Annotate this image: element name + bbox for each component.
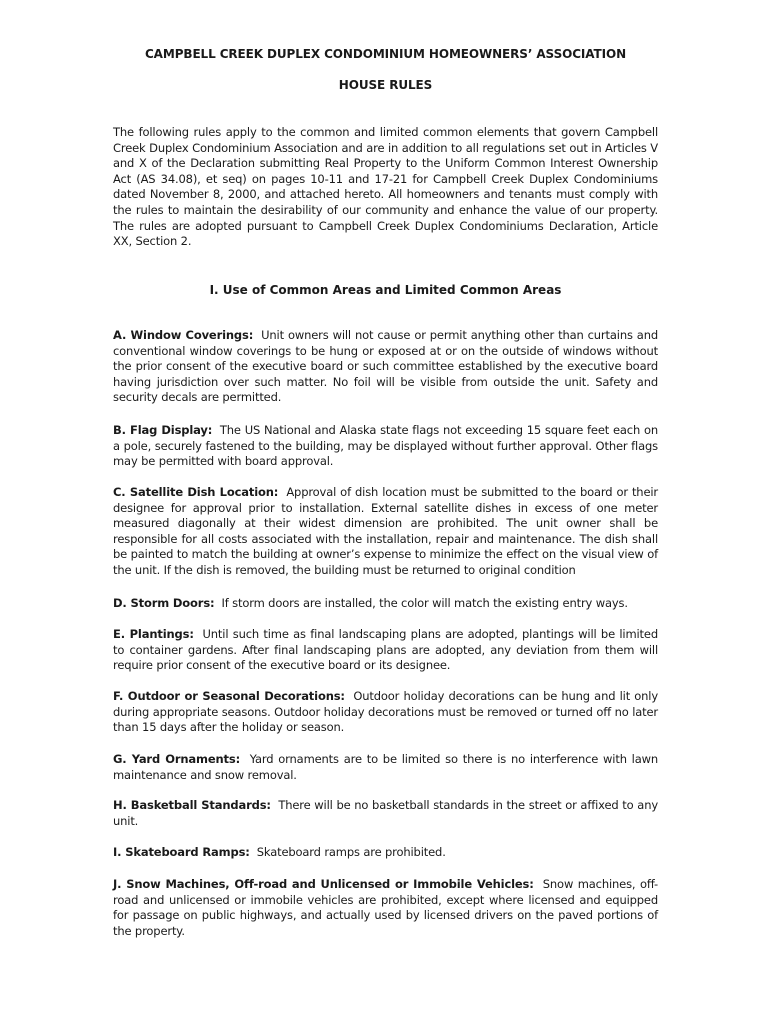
rule-text: Approval of dish location must be submitted to the board or their designee for approval prior to installation. External satellite dishes in excess of one meter measured diagonally at their widest dimension are prohibited. The unit owner shall be responsible for all costs associated with the installation, repair and maintenance. The dish shall be painted to match the building at owner’s expense to minimize the effect on the visual view of the unit. If the dish is removed, the building must be returned to original condition xyxy=(113,485,658,577)
rule-label: J. Snow Machines, Off-road and Unlicensed or Immobile Vehicles: xyxy=(113,877,534,891)
rule-label: G. Yard Ornaments: xyxy=(113,752,241,766)
rule-text: Snow machines, off-road and unlicensed or immobile vehicles are prohibited, except where licensed and equipped for passage on public highways, and actually used by licensed drivers on the paved portions of the property. xyxy=(113,877,659,938)
rule-label: C. Satellite Dish Location: xyxy=(113,485,279,499)
rule-text: Unit owners will not cause or permit anything other than curtains and conventional window coverings to be hung or exposed at or on the outside of windows without the prior consent of the executive board or such committee established by the executive board having jurisdiction over such matter. No foil will be visible from outside the unit. Safety and security decals are permitted. xyxy=(113,328,658,405)
rule-text: Outdoor holiday decorations can be hung and lit only during appropriate seasons. Outdoor holiday decorations must be removed or turned off no later than 15 days after the holiday or season. xyxy=(113,689,659,735)
rule-label: D. Storm Doors: xyxy=(113,596,215,610)
rule-flag-display xyxy=(113,423,658,470)
rule-outdoor-decorations xyxy=(113,689,658,736)
rule-label: F. Outdoor or Seasonal Decorations: xyxy=(113,689,345,703)
rule-text: If storm doors are installed, the color will match the existing entry ways. xyxy=(221,596,628,610)
rule-text: There will be no basketball standards in the street or affixed to any unit. xyxy=(113,798,658,828)
intro-paragraph: The following rules apply to the common and limited common elements that govern Campbell Creek Duplex Condominium Association and are in addition to all regulations set out in Articles V and X of the Declaration submitting Real Property to the Uniform Common Interest Ownership Act (AS 34.08), et seq) on pages 10-11 and 17-21 for Campbell Creek Duplex Condominiums dated November 8, 2000, and attached hereto. All homeowners and tenants must comply with the rules to maintain the desirability of our community and enhance the value of our property. The rules are adopted pursuant to Campbell Creek Duplex Condominiums Declaration, Article XX, Section 2. xyxy=(113,125,658,249)
rule-storm-doors xyxy=(113,596,658,612)
rule-label: E. Plantings: xyxy=(113,627,194,641)
rule-basketball-standards xyxy=(113,798,658,829)
rule-plantings xyxy=(113,627,658,674)
rule-text: Skateboard ramps are prohibited. xyxy=(256,845,446,859)
rule-yard-ornaments xyxy=(113,752,658,783)
document-subtitle: HOUSE RULES xyxy=(338,78,433,92)
rule-satellite-dish xyxy=(113,485,658,579)
document-title: CAMPBELL CREEK DUPLEX CONDOMINIUM HOMEOWNERS’ ASSOCIATION xyxy=(144,47,627,61)
rule-label: A. Window Coverings: xyxy=(113,328,254,342)
rule-label: I. Skateboard Ramps: xyxy=(113,845,250,859)
rule-text: The US National and Alaska state flags not exceeding 15 square feet each on a pole, securely fastened to the building, may be displayed without further approval. Other flags may be permitted with board approval. xyxy=(113,423,658,469)
rule-window-coverings xyxy=(113,328,658,406)
rule-snow-machines xyxy=(113,877,658,939)
rule-text: Yard ornaments are to be limited so there is no interference with lawn maintenance and snow removal. xyxy=(113,752,659,782)
rule-skateboard-ramps xyxy=(113,845,658,861)
rule-label: B. Flag Display: xyxy=(113,423,213,437)
rule-text: Until such time as final landscaping plans are adopted, plantings will be limited to container gardens. After final landscaping plans are adopted, any deviation from them will require prior consent of the executive board or its designee. xyxy=(113,627,658,673)
rule-label: H. Basketball Standards: xyxy=(113,798,271,812)
section-heading: I. Use of Common Areas and Limited Common Areas xyxy=(209,283,562,297)
